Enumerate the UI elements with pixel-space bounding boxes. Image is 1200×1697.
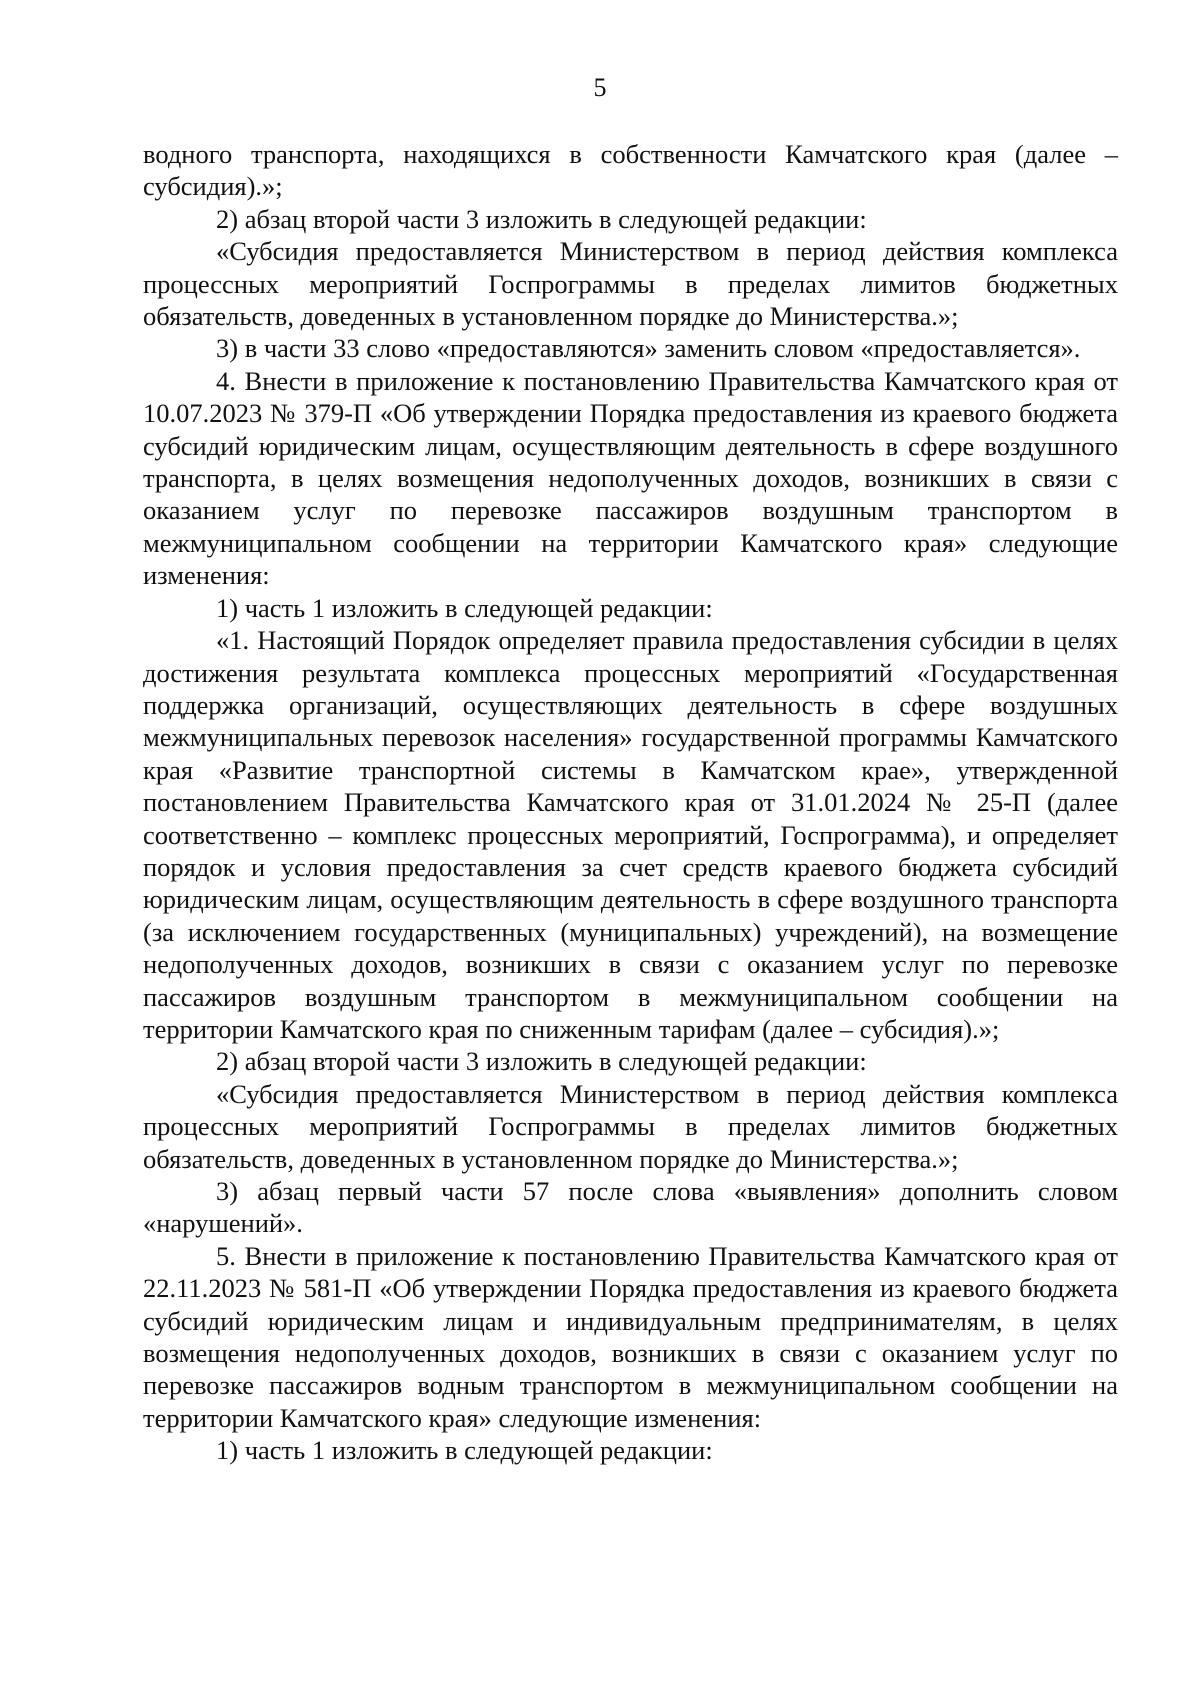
paragraph: «Субсидия предоставляется Министерством в период действия комплекса процессных мероприятий Госпрограммы в пределах лимитов бюджетных обязательств, доведенных в установленном порядке до Министерства.»; [143, 1078, 1118, 1174]
paragraph: 3) в части 33 слово «предоставляются» заменить словом «предоставляется». [216, 333, 1081, 364]
document-body [143, 138, 1118, 1467]
paragraph: «Субсидия предоставляется Министерством в период действия комплекса процессных мероприятий Госпрограммы в пределах лимитов бюджетных обязательств, доведенных в установленном порядке до Министерства.»; [143, 236, 1118, 332]
page-number: 5 [593, 73, 607, 102]
paragraph: водного транспорта, находящихся в собственности Камчатского края (далее – субсидия).»; [143, 139, 1118, 202]
paragraph: «1. Настоящий Порядок определяет правила предоставления субсидии в целях достижения результата комплекса процессных мероприятий «Государственная поддержка организаций, осуществляющих деятельность в сфере воздушных межмуниципальных перевозок населения» государственной программы Камчатского края «Развитие транспортной системы в Камчатском крае», утвержденной постановлением Правительства Камчатского края от 31.01.2024 № 25-П (далее соответственно – комплекс процессных мероприятий, Госпрограмма), и определяет порядок и условия предоставления за счет средств краевого бюджета субсидий юридическим лицам, осуществляющим деятельность в сфере воздушного транспорта (за исключением государственных (муниципальных) учреждений), на возмещение недополученных доходов, возникших в связи с оказанием услуг по перевозке пассажиров воздушным транспортом в межмуниципальном сообщении на территории Камчатского края по сниженным тарифам (далее – субсидия).»; [143, 625, 1118, 1044]
paragraph: 2) абзац второй части 3 изложить в следующей редакции: [216, 203, 867, 234]
paragraph: 4. Внести в приложение к постановлению Правительства Камчатского края от 10.07.2023 № 379-П «Об утверждении Порядка предоставления из краевого бюджета субсидий юридическим лицам, осуществляющим деятельность в сфере воздушного транспорта, в целях возмещения недополученных доходов, возникших в связи с оказанием услуг по перевозке пассажиров воздушным транспортом в межмуниципальном сообщении на территории Камчатского края» следующие изменения: [143, 365, 1118, 591]
paragraph: 3) абзац первый части 57 после слова «выявления» дополнить словом «нарушений». [143, 1176, 1118, 1239]
paragraph: 1) часть 1 изложить в следующей редакции: [216, 592, 713, 623]
paragraph: 1) часть 1 изложить в следующей редакции: [216, 1435, 713, 1466]
paragraph: 5. Внести в приложение к постановлению Правительства Камчатского края от 22.11.2023 № 581-П «Об утверждении Порядка предоставления из краевого бюджета субсидий юридическим лицам и индивидуальным предпринимателям, в целях возмещения недополученных доходов, возникших в связи с оказанием услуг по перевозке пассажиров водным транспортом в межмуниципальном сообщении на территории Камчатского края» следующие изменения: [143, 1240, 1118, 1433]
paragraph: 2) абзац второй части 3 изложить в следующей редакции: [216, 1046, 867, 1077]
